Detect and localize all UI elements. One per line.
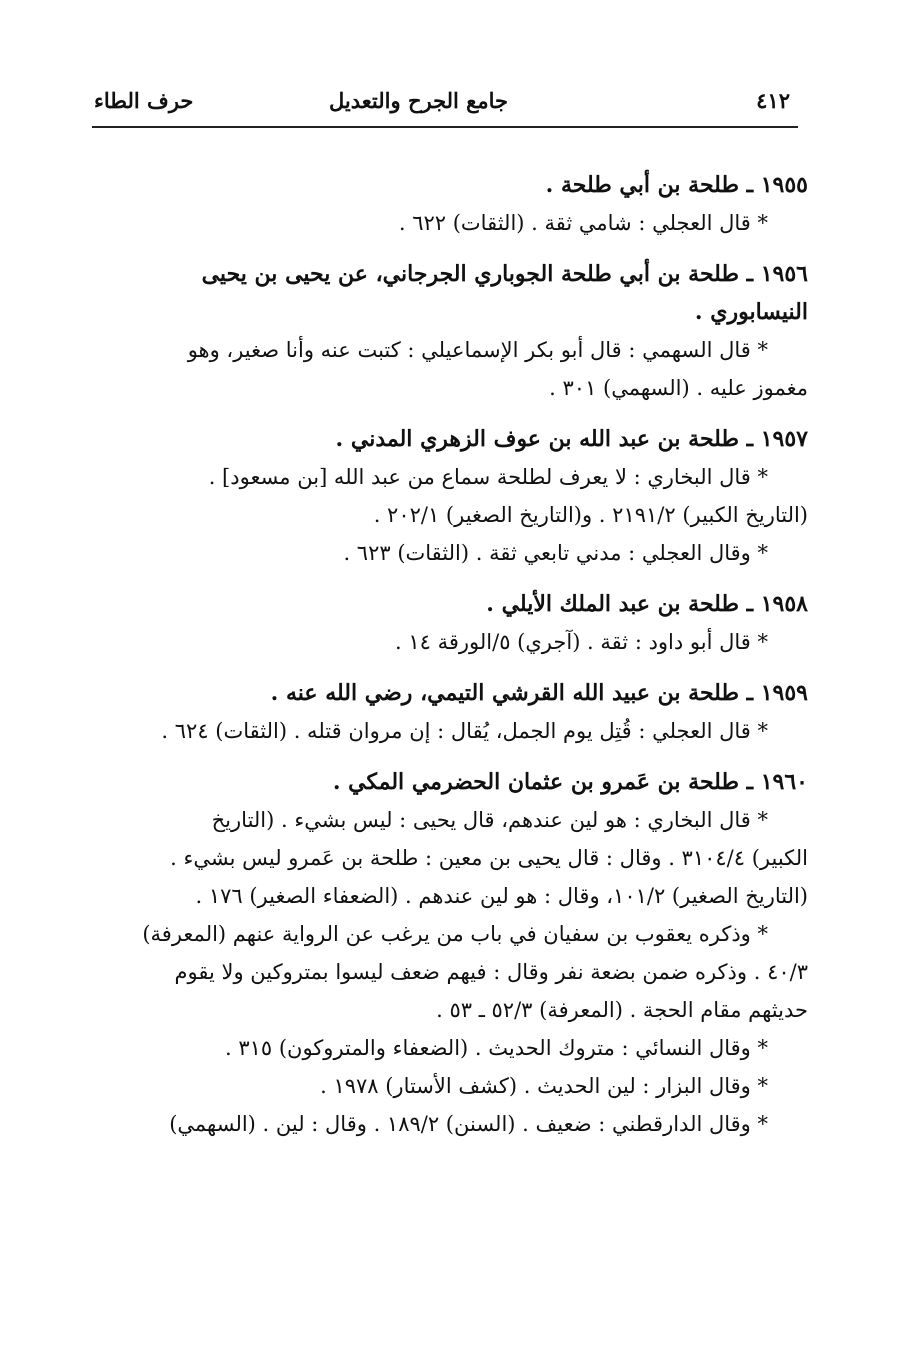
entry-heading-line: ١٩٥٧ ـ طلحة بن عبد الله بن عوف الزهري المدني . — [335, 426, 808, 452]
quote-line: * قال العجلي : قُتِل يوم الجمل، يُقال : إن مروان قتله . (الثقات) ٦٢٤ . — [161, 719, 768, 743]
book-title: جامع الجرح والتعديل — [329, 88, 508, 113]
entry — [100, 255, 808, 407]
entry-gap — [100, 750, 808, 763]
page-number: ٤١٢ — [756, 88, 790, 113]
entry-heading-line: ١٩٥٥ ـ طلحة بن أبي طلحة . — [545, 172, 808, 198]
quote-line: الكبير) ٣١٠٤/٤ . وقال : قال يحيى بن معين : طلحة بن عَمرو ليس بشيء . — [170, 846, 808, 870]
quote-line: * قال البخاري : لا يعرف لطلحة سماع من عبد الله [بن مسعود] . — [208, 465, 768, 489]
quote-line: * وذكره يعقوب بن سفيان في باب من يرغب عن الرواية عنهم (المعرفة) — [142, 922, 768, 946]
quote-line: * قال العجلي : شامي ثقة . (الثقات) ٦٢٢ . — [398, 211, 768, 235]
entry-gap — [100, 242, 808, 255]
entry-heading-line: ١٩٦٠ ـ طلحة بن عَمرو بن عثمان الحضرمي المكي . — [332, 769, 808, 795]
quote-line: ٤٠/٣ . وذكره ضمن بضعة نفر وقال : فيهم ضعف ليسوا بمتروكين ولا يقوم — [174, 960, 808, 984]
entry-heading-line: ١٩٥٦ ـ طلحة بن أبي طلحة الجوباري الجرجاني، عن يحيى بن يحيى — [201, 261, 808, 287]
entry — [100, 674, 808, 750]
page-header — [92, 80, 798, 128]
quote-line: * قال أبو داود : ثقة . (آجري) ٥/الورقة ١٤ . — [395, 630, 768, 654]
quote-line: * وقال النسائي : متروك الحديث . (الضعفاء والمتروكون) ٣١٥ . — [224, 1036, 768, 1060]
quote-line: * قال السهمي : قال أبو بكر الإسماعيلي : كتبت عنه وأنا صغير، وهو — [187, 338, 768, 362]
entry-heading-line: ١٩٥٨ ـ طلحة بن عبد الملك الأيلي . — [486, 591, 808, 617]
section-title: حرف الطاء — [94, 88, 194, 113]
entry-heading-line: النيسابوري . — [694, 299, 808, 325]
entry-gap — [100, 572, 808, 585]
quote-line: * وقال العجلي : مدني تابعي ثقة . (الثقات) ٦٢٣ . — [343, 541, 768, 565]
quote-line: (التاريخ الكبير) ٢١٩١/٢ . و(التاريخ الصغير) ٢٠٢/١ . — [373, 503, 808, 527]
entry — [100, 166, 808, 242]
entry — [100, 763, 808, 1143]
entry-gap — [100, 407, 808, 420]
entry — [100, 420, 808, 572]
quote-line: * وقال الدارقطني : ضعيف . (السنن) ١٨٩/٢ . وقال : لين . (السهمي) — [169, 1112, 768, 1136]
quote-line: * قال البخاري : هو لين عندهم، قال يحيى : ليس بشيء . (التاريخ — [211, 808, 768, 832]
entry-gap — [100, 661, 808, 674]
quote-line: مغموز عليه . (السهمي) ٣٠١ . — [549, 376, 808, 400]
quote-line: حديثهم مقام الحجة . (المعرفة) ٥٢/٣ ـ ٥٣ . — [436, 998, 808, 1022]
quote-line: * وقال البزار : لين الحديث . (كشف الأستار) ١٩٧٨ . — [320, 1074, 768, 1098]
entry-heading-line: ١٩٥٩ ـ طلحة بن عبيد الله القرشي التيمي، رضي الله عنه . — [270, 680, 808, 706]
quote-line: (التاريخ الصغير) ١٠١/٢، وقال : هو لين عندهم . (الضعفاء الصغير) ١٧٦ . — [195, 884, 808, 908]
page-content — [100, 166, 808, 1143]
entry — [100, 585, 808, 661]
